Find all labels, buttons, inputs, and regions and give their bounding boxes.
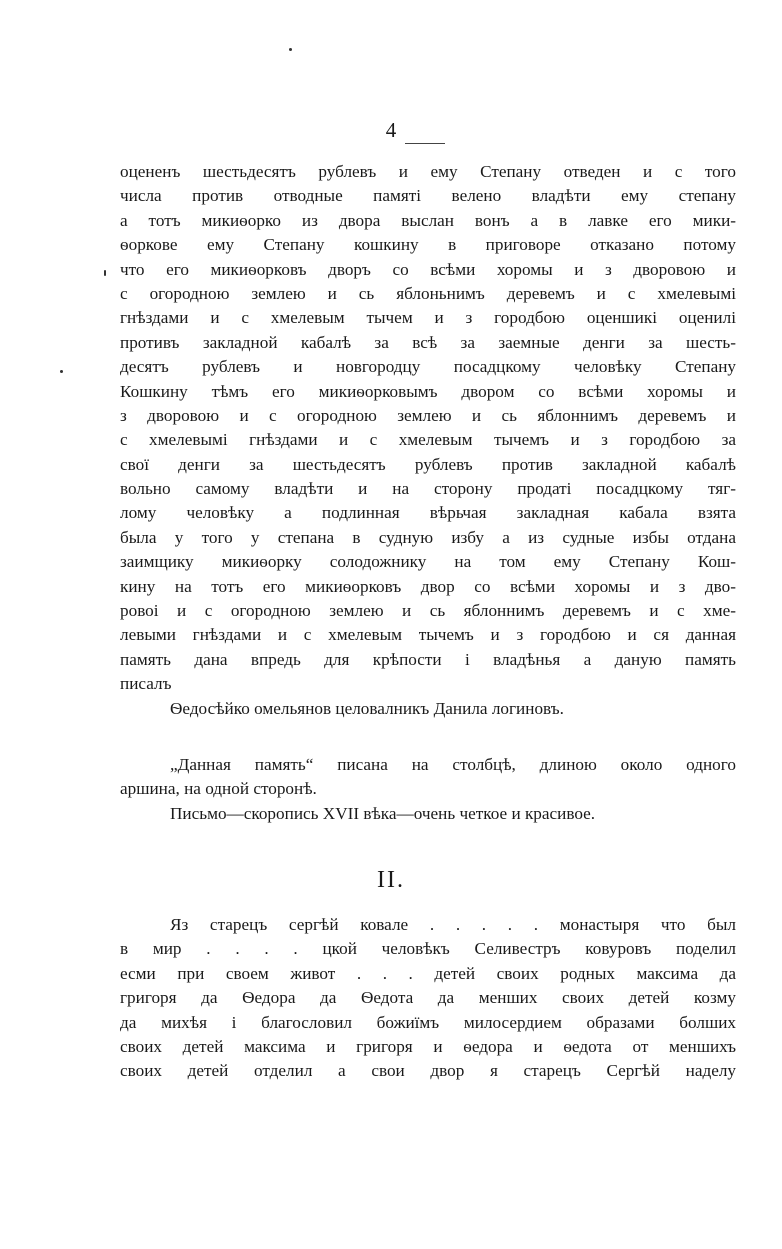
- page-number: 4: [385, 118, 397, 142]
- text-line: оцененъ шестьдесятъ рублевъ и ему Степану отведен и с того: [120, 162, 736, 181]
- text-line: писалъ: [120, 674, 172, 694]
- note-line: аршина, на одной сторонѣ.: [120, 779, 317, 799]
- text-line: гнѣздами и с хмелевым тычем и з городбою оценшикі оценилі: [120, 308, 736, 328]
- page-speck: [60, 370, 63, 373]
- page-speck: [104, 270, 106, 276]
- page-speck: [289, 48, 292, 51]
- text-line: с хмелевымі гнѣздами и с хмелевым тычемъ и з городбою за: [120, 430, 736, 450]
- section-text: [120, 913, 736, 1084]
- text-line: была у того у степана в судную избу а из судные избы отдана: [120, 527, 736, 547]
- note-line: „Данная память“ писана на столбцѣ, длиною около одного: [170, 755, 736, 774]
- editorial-note: [120, 753, 736, 826]
- text-line: заимщику микиѳорку солодожнику на том ему Степану Кош-: [120, 552, 736, 572]
- page-number-rule: [405, 143, 445, 144]
- text-line: григоря да Ѳедора да Ѳедота да менших своих детей козму: [120, 988, 736, 1008]
- text-line: ѳоркове ему Степану кошкину в приговоре отказано потому: [120, 235, 736, 255]
- text-line: с огородною землею и сь яблоньнимъ деревемъ и с хмелевымі: [120, 283, 736, 303]
- signature-line: Ѳедосѣйко омельянов целовалникъ Данила логиновъ.: [170, 698, 564, 718]
- text-line: своих детей максима и григоря и ѳедора и ѳедота от меншихъ: [120, 1036, 736, 1056]
- document-text: [120, 160, 736, 721]
- section-heading: II.: [377, 867, 405, 893]
- text-line: левыми гнѣздами и с хмелевым тычемъ и з городбою и ся данная: [120, 625, 736, 645]
- note-line: Письмо—скоропись XVII вѣка—очень четкое и красивое.: [170, 803, 596, 823]
- text-line: свої денги за шестьдесятъ рублевъ против закладной кабалѣ: [120, 454, 736, 474]
- text-line: лому человѣку а подлинная вѣрьчая закладная кабала взята: [120, 503, 736, 523]
- text-line: в мир . . . . цкой человѣкъ Селивестръ ковуровъ поделил: [120, 939, 736, 959]
- text-line: да михѣя і благословил божиїмъ милосердием образами болших: [120, 1012, 736, 1032]
- text-line: вольно самому владѣти и на сторону продаті посадцкому тяг-: [120, 479, 736, 499]
- text-line: есми при своем живот . . . детей своих родных максима да: [120, 963, 736, 983]
- text-line: а тотъ микиѳорко из двора выслан вонъ а в лавке его мики-: [120, 210, 736, 230]
- text-line: Кошкину тѣмъ его микиѳорковымъ двором со всѣми хоромы и: [120, 381, 736, 401]
- text-line: з дворовою и с огородною землею и сь яблоннимъ деревемъ и: [120, 405, 736, 425]
- text-line: своих детей отделил а свои двор я старецъ Сергѣй наделу: [120, 1061, 736, 1081]
- text-line: ровоі и с огородною землею и сь яблоннимъ деревемъ и с хме-: [120, 601, 736, 621]
- text-line: десятъ рублевъ и новгородцу посадцкому человѣку Степану: [120, 357, 736, 377]
- text-line: числа против отводные памяті велено владѣти ему степану: [120, 186, 736, 206]
- text-line: противъ закладной кабалѣ за всѣ за заемные денги за шесть-: [120, 332, 736, 352]
- text-line: кину на тотъ его микиѳорковъ двор со всѣми хоромы и з дво-: [120, 576, 736, 596]
- text-line: что его микиѳорковъ дворъ со всѣми хоромы и з дворовою и: [120, 259, 736, 279]
- text-line: Яз старецъ сергѣй ковале . . . . . монастыря что был: [170, 915, 736, 934]
- text-line: память дана впредь для крѣпости і владѣнья а даную память: [120, 649, 736, 669]
